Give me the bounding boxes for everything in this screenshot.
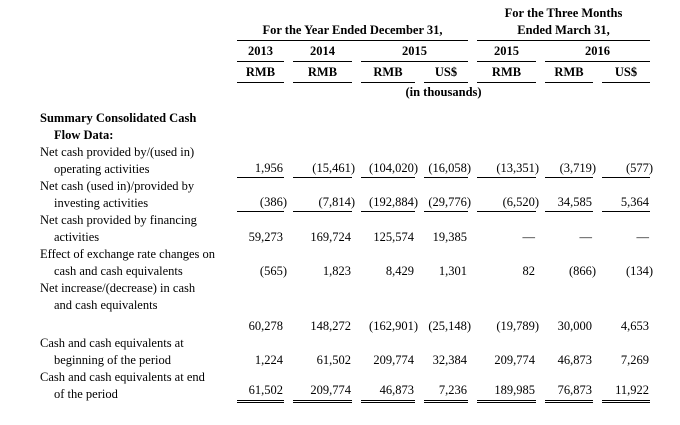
- currency-header: US$: [593, 62, 650, 83]
- value-cell: 30,000: [557, 319, 593, 333]
- value-cell: (386): [228, 178, 284, 212]
- currency-header: RMB: [468, 62, 536, 83]
- value-cell: 46,873: [557, 353, 593, 367]
- value-cell: (866): [568, 264, 597, 278]
- label-column-spacer: [38, 62, 228, 83]
- value-cell: 34,585: [536, 178, 593, 212]
- value-cell: (192,884): [352, 178, 415, 212]
- value-cell: (15,461): [284, 144, 352, 178]
- quarter-header-2015: 2015: [468, 41, 536, 62]
- value-cell: 125,574: [373, 230, 414, 244]
- value-cell: 1,956: [228, 144, 284, 178]
- section-title-row: [38, 101, 650, 144]
- units-note: (in thousands): [405, 85, 482, 99]
- value-cell: (104,020): [352, 144, 415, 178]
- currency-header: RMB: [536, 62, 593, 83]
- table-row: [38, 246, 650, 280]
- value-cell: 76,873: [536, 369, 593, 403]
- row-label: Effect of exchange rate changes on cash and cash equivalents: [40, 247, 216, 278]
- value-cell: 7,269: [620, 353, 650, 367]
- currency-header: RMB: [352, 62, 415, 83]
- value-cell: 1,823: [322, 264, 351, 278]
- label-column-spacer: [38, 83, 228, 101]
- cash-flow-table: [38, 5, 654, 403]
- table-row: [38, 369, 650, 403]
- row-label: Net cash (used in)/provided by investing activities: [40, 179, 195, 210]
- value-cell: 209,774: [284, 369, 352, 403]
- row-label: Net cash provided by/(used in) operating activities: [40, 145, 195, 176]
- value-cell: (134): [625, 264, 654, 278]
- value-cell: 189,985: [468, 369, 536, 403]
- value-cell: —: [636, 230, 650, 244]
- value-cell: 11,922: [593, 369, 650, 403]
- value-cell: 7,236: [415, 369, 468, 403]
- quarter-header-2016: 2016: [536, 41, 650, 62]
- quarter-group-label: For the Three Months Ended March 31,: [477, 5, 650, 41]
- value-cell: —: [579, 230, 593, 244]
- value-cell: 19,385: [432, 230, 468, 244]
- currency-header: RMB: [284, 62, 352, 83]
- year-group-header: [228, 5, 468, 41]
- value-cell: 82: [522, 264, 536, 278]
- year-group-label: For the Year Ended December 31,: [237, 22, 468, 41]
- value-cell: 59,273: [248, 230, 283, 244]
- currency-header: US$: [415, 62, 468, 83]
- value-cell: 5,364: [593, 178, 650, 212]
- value-cell: 61,502: [316, 353, 351, 367]
- units-note-row: [38, 83, 650, 101]
- year-header-2014: 2014: [284, 41, 352, 62]
- value-cell: 46,873: [352, 369, 415, 403]
- value-cell: (565): [259, 264, 287, 278]
- value-cell: 60,278: [248, 319, 283, 333]
- row-label: Cash and cash equivalents at beginning of the period: [40, 336, 184, 367]
- label-column-spacer: [38, 41, 228, 62]
- table-row: [38, 280, 650, 335]
- currency-header-row: [38, 62, 650, 83]
- year-header-row: [38, 41, 650, 62]
- value-cell: 209,774: [494, 353, 536, 367]
- value-cell: 61,502: [228, 369, 284, 403]
- label-column-spacer: [38, 5, 228, 41]
- value-cell: (16,058): [415, 144, 468, 178]
- value-cell: 1,301: [438, 264, 468, 278]
- group-header-row: [38, 5, 650, 41]
- value-cell: 32,384: [432, 353, 468, 367]
- value-cell: (7,814): [284, 178, 352, 212]
- section-title: Summary Consolidated Cash Flow Data:: [40, 111, 197, 142]
- table-row: [38, 212, 650, 246]
- value-cell: (13,351): [468, 144, 536, 178]
- value-cell: 1,224: [254, 353, 283, 367]
- value-cell: (6,520): [468, 178, 536, 212]
- value-cell: (162,901): [369, 319, 418, 333]
- table-row: [38, 144, 650, 178]
- value-cell: (577): [593, 144, 650, 178]
- value-cell: (19,789): [496, 319, 540, 333]
- value-cell: 209,774: [373, 353, 414, 367]
- value-cell: 8,429: [385, 264, 414, 278]
- value-cell: 169,724: [310, 230, 351, 244]
- quarter-group-header: [468, 5, 650, 41]
- row-label: Net increase/(decrease) in cash and cash equivalents: [40, 281, 196, 312]
- value-cell: 148,272: [310, 319, 351, 333]
- year-header-2013: 2013: [228, 41, 284, 62]
- currency-header: RMB: [228, 62, 284, 83]
- row-label: Cash and cash equivalents at end of the period: [40, 370, 205, 401]
- value-cell: (29,776): [415, 178, 468, 212]
- value-cell: 4,653: [620, 319, 650, 333]
- row-label: Net cash provided by financing activities: [40, 213, 197, 244]
- table-row: [38, 178, 650, 212]
- value-cell: —: [522, 230, 536, 244]
- table-row: [38, 335, 650, 369]
- value-cell: (25,148): [428, 319, 472, 333]
- value-cell: (3,719): [536, 144, 593, 178]
- year-header-2015: 2015: [352, 41, 468, 62]
